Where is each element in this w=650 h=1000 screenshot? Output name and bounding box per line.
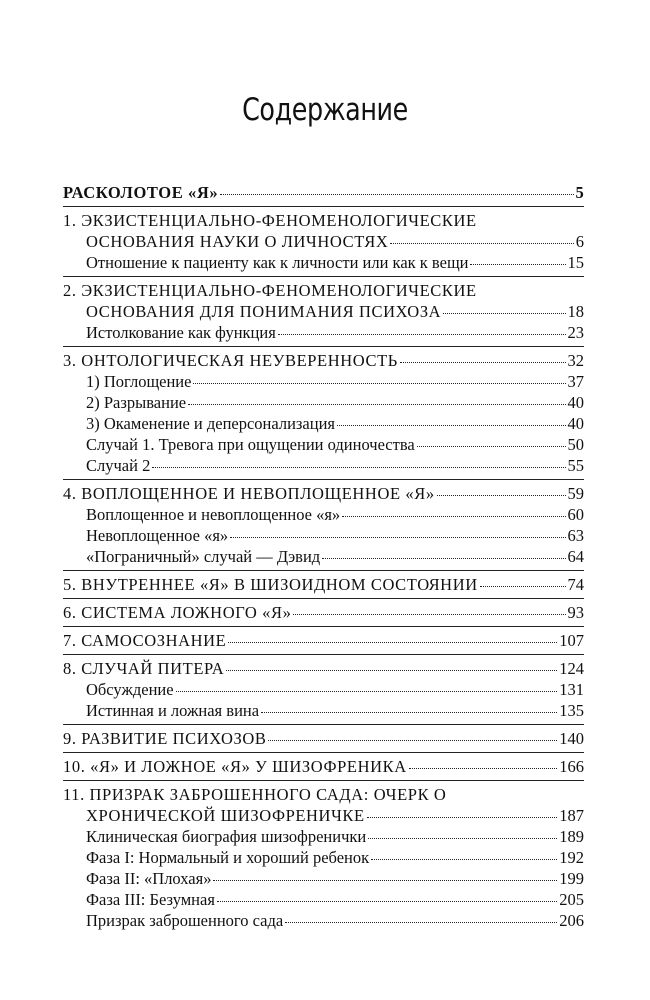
toc-section [63,780,584,931]
dot-leader [152,467,565,468]
toc-row[interactable] [63,574,584,595]
page-number: 135 [559,701,584,720]
dot-leader [443,313,565,314]
toc-subentry[interactable] [63,371,584,392]
section-title: ОСНОВАНИЯ ДЛЯ ПОНИМАНИЯ ПСИХОЗА [86,302,442,321]
page-number: 206 [559,911,584,930]
page-number: 32 [567,351,584,370]
toc-row[interactable] [63,182,584,203]
dot-leader [480,586,566,587]
table-of-contents [63,182,584,931]
toc-section [63,654,584,721]
subentry-title: Случай 1. Тревога при ощущении одиночества [86,435,415,454]
page-number: 199 [559,869,584,888]
page-number: 63 [567,526,584,545]
section-title: 3. ОНТОЛОГИЧЕСКАЯ НЕУВЕРЕННОСТЬ [63,351,398,370]
toc-subentry[interactable] [63,525,584,546]
toc-row[interactable] [63,301,584,322]
dot-leader [409,768,557,769]
page-number: 93 [567,603,584,622]
dot-leader [230,537,565,538]
subentry-title: 2) Разрывание [86,393,187,412]
subentry-title: 1) Поглощение [86,372,192,391]
toc-subentry[interactable] [63,910,584,931]
section-title: 7. САМОСОЗНАНИЕ [63,631,227,650]
toc-section [63,182,584,203]
toc-subentry[interactable] [63,392,584,413]
dot-leader [322,558,565,559]
page-number: 192 [559,848,584,867]
toc-row[interactable] [63,350,584,371]
toc-section [63,276,584,343]
section-title: 4. ВОПЛОЩЕННОЕ И НЕВОПЛОЩЕННОЕ «Я» [63,484,435,503]
dot-leader [176,691,558,692]
dot-leader [342,516,565,517]
page-number: 64 [567,547,584,566]
subentry-title: Обсуждение [86,680,174,699]
toc-row[interactable] [63,630,584,651]
subentry-title: Случай 2 [86,456,151,475]
page-number: 15 [567,253,584,272]
toc-section [63,626,584,651]
page-number: 23 [567,323,584,342]
subentry-title: Фаза I: Нормальный и хороший ребенок [86,848,370,867]
page-number: 55 [567,456,584,475]
page-number: 5 [575,183,584,202]
toc-section [63,479,584,567]
section-title: 10. «Я» И ЛОЖНОЕ «Я» У ШИЗОФРЕНИКА [63,757,407,776]
toc-section [63,598,584,623]
section-title: 6. СИСТЕМА ЛОЖНОГО «Я» [63,603,292,622]
page-number: 50 [567,435,584,454]
toc-subentry[interactable] [63,889,584,910]
page-number: 74 [567,575,584,594]
toc-subentry[interactable] [63,455,584,476]
subentry-title: Истолкование как функция [86,323,276,342]
subentry-title: Невоплощенное «я» [86,526,229,545]
subentry-title: Воплощенное и невоплощенное «я» [86,505,341,524]
toc-section [63,724,584,749]
dot-leader [371,859,557,860]
toc-row[interactable] [63,728,584,749]
subentry-title: Призрак заброшенного сада [86,911,284,930]
page-number: 40 [567,393,584,412]
toc-row[interactable] [63,805,584,826]
toc-subentry[interactable] [63,322,584,343]
toc-subentry[interactable] [63,504,584,525]
dot-leader [293,614,565,615]
page-number: 6 [575,232,584,251]
toc-subentry[interactable] [63,413,584,434]
page-number: 59 [567,484,584,503]
dot-leader [188,404,565,405]
dot-leader [278,334,566,335]
subentry-title: 3) Окаменение и деперсонализация [86,414,336,433]
dot-leader [368,838,557,839]
section-title-line: 1. ЭКЗИСТЕНЦИАЛЬНО-ФЕНОМЕНОЛОГИЧЕСКИЕ [63,211,477,230]
section-title: РАСКОЛОТОЕ «Я» [63,183,219,202]
section-title: 8. СЛУЧАЙ ПИТЕРА [63,659,225,678]
toc-subentry[interactable] [63,847,584,868]
page-number: 40 [567,414,584,433]
dot-leader [437,495,566,496]
dot-leader [213,880,557,881]
dot-leader [367,817,558,818]
toc-section [63,346,584,476]
subentry-title: Фаза II: «Плохая» [86,869,212,888]
page-number: 187 [559,806,584,825]
section-title: ОСНОВАНИЯ НАУКИ О ЛИЧНОСТЯХ [86,232,389,251]
section-title: 9. РАЗВИТИЕ ПСИХОЗОВ [63,729,267,748]
dot-leader [226,670,557,671]
page-number: 124 [559,659,584,678]
section-title: 5. ВНУТРЕННЕЕ «Я» В ШИЗОИДНОМ СОСТОЯНИИ [63,575,478,594]
page-number: 205 [559,890,584,909]
dot-leader [268,740,557,741]
toc-section [63,570,584,595]
toc-row[interactable] [63,756,584,777]
toc-section [63,752,584,777]
toc-subentry[interactable] [63,826,584,847]
page-title: Содержание [242,92,408,128]
subentry-title: Фаза III: Безумная [86,890,215,909]
page-number: 37 [567,372,584,391]
dot-leader [470,264,565,265]
section-title-line: 11. ПРИЗРАК ЗАБРОШЕННОГО САДА: ОЧЕРК О [63,785,447,804]
dot-leader [217,901,557,902]
dot-leader [220,194,573,195]
toc-row[interactable] [63,602,584,623]
subentry-title: Клиническая биография шизофренички [86,827,367,846]
toc-subentry[interactable] [63,700,584,721]
subentry-title: Истинная и ложная вина [86,701,260,720]
toc-subentry[interactable] [63,252,584,273]
toc-subentry[interactable] [63,679,584,700]
dot-leader [337,425,565,426]
dot-leader [193,383,565,384]
subentry-title: «Пограничный» случай — Дэвид [86,547,321,566]
section-title-line: 2. ЭКЗИСТЕНЦИАЛЬНО-ФЕНОМЕНОЛОГИЧЕСКИЕ [63,281,477,300]
page-number: 107 [559,631,584,650]
section-title: ХРОНИЧЕСКОЙ ШИЗОФРЕНИЧКЕ [86,806,365,825]
dot-leader [417,446,566,447]
toc-subentry[interactable] [63,868,584,889]
page-number: 140 [559,729,584,748]
toc-section [63,206,584,273]
page-number: 189 [559,827,584,846]
toc-row[interactable] [63,483,584,504]
page-number: 131 [559,680,584,699]
dot-leader [285,922,557,923]
toc-row[interactable] [63,231,584,252]
dot-leader [390,243,573,244]
dot-leader [261,712,557,713]
toc-subentry[interactable] [63,434,584,455]
toc-row[interactable] [63,658,584,679]
subentry-title: Отношение к пациенту как к личности или как к вещи [86,253,469,272]
page-number: 60 [567,505,584,524]
page-number: 18 [567,302,584,321]
toc-subentry[interactable] [63,546,584,567]
page-number: 166 [559,757,584,776]
dot-leader [400,362,566,363]
dot-leader [228,642,557,643]
